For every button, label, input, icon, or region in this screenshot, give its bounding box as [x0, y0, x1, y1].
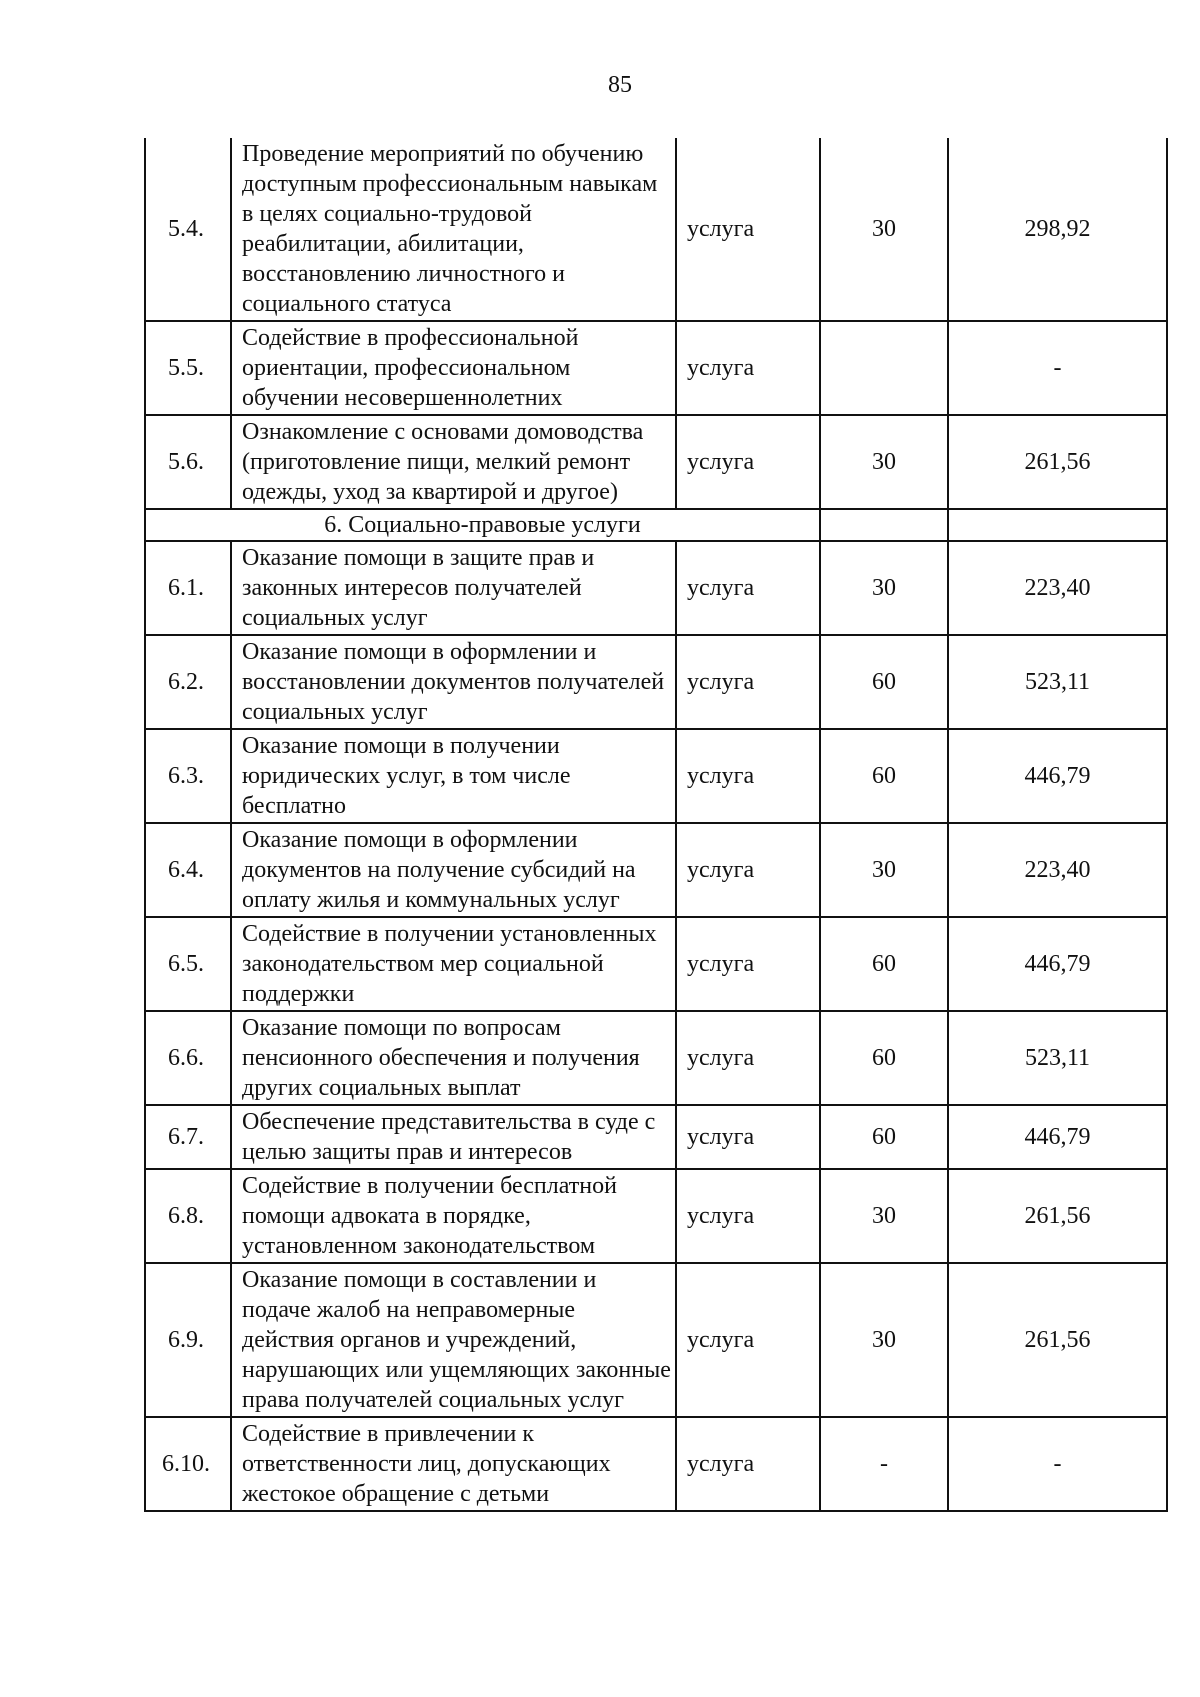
table-row — [145, 1011, 1167, 1105]
time-norm: 60 — [820, 729, 948, 823]
service-name: Содействие в профессиональной ориентации, профессиональном обучении несовершеннолетних — [231, 321, 676, 415]
row-number: 6.3. — [145, 729, 231, 823]
unit-of-measure: услуга — [676, 1169, 820, 1263]
row-number: 6.1. — [145, 541, 231, 635]
table-row — [145, 138, 1167, 321]
time-norm: 30 — [820, 823, 948, 917]
unit-of-measure: услуга — [676, 1417, 820, 1511]
services-table-body — [145, 138, 1167, 1511]
service-name: Оказание помощи в оформлении документов на получение субсидий на оплату жилья и коммунальных услуг — [231, 823, 676, 917]
service-price: 261,56 — [948, 1169, 1167, 1263]
unit-of-measure: услуга — [676, 1105, 820, 1169]
time-norm: 30 — [820, 415, 948, 509]
service-price: 523,11 — [948, 635, 1167, 729]
unit-of-measure: услуга — [676, 321, 820, 415]
service-name: Оказание помощи в оформлении и восстановлении документов получателей социальных услуг — [231, 635, 676, 729]
unit-of-measure: услуга — [676, 635, 820, 729]
service-name: Содействие в привлечении к ответственности лиц, допускающих жестокое обращение с детьми — [231, 1417, 676, 1511]
service-price: 223,40 — [948, 823, 1167, 917]
service-price: 223,40 — [948, 541, 1167, 635]
service-price: - — [948, 321, 1167, 415]
time-norm: 60 — [820, 635, 948, 729]
service-name: Ознакомление с основами домоводства (приготовление пищи, мелкий ремонт одежды, уход за квартирой и другое) — [231, 415, 676, 509]
unit-of-measure: услуга — [676, 541, 820, 635]
service-name: Оказание помощи в защите прав и законных интересов получателей социальных услуг — [231, 541, 676, 635]
service-price: 446,79 — [948, 917, 1167, 1011]
table-row — [145, 1263, 1167, 1417]
time-norm: 60 — [820, 917, 948, 1011]
time-norm: 30 — [820, 1263, 948, 1417]
row-number: 6.2. — [145, 635, 231, 729]
row-number: 6.6. — [145, 1011, 231, 1105]
time-norm: 30 — [820, 1169, 948, 1263]
time-norm: - — [820, 1417, 948, 1511]
services-table — [144, 138, 1168, 1512]
section-empty-time — [820, 509, 948, 541]
service-price: 446,79 — [948, 1105, 1167, 1169]
time-norm — [820, 321, 948, 415]
unit-of-measure: услуга — [676, 415, 820, 509]
unit-of-measure: услуга — [676, 917, 820, 1011]
row-number: 5.6. — [145, 415, 231, 509]
table-row — [145, 823, 1167, 917]
section-header-row — [145, 509, 1167, 541]
page-number: 85 — [608, 72, 632, 98]
table-row — [145, 1417, 1167, 1511]
unit-of-measure: услуга — [676, 729, 820, 823]
service-name: Содействие в получении установленных законодательством мер социальной поддержки — [231, 917, 676, 1011]
row-number: 6.10. — [145, 1417, 231, 1511]
service-price: 523,11 — [948, 1011, 1167, 1105]
table-row — [145, 635, 1167, 729]
row-number: 6.8. — [145, 1169, 231, 1263]
table-row — [145, 541, 1167, 635]
unit-of-measure: услуга — [676, 823, 820, 917]
service-price: 261,56 — [948, 415, 1167, 509]
service-price: 261,56 — [948, 1263, 1167, 1417]
row-number: 5.5. — [145, 321, 231, 415]
row-number: 5.4. — [145, 138, 231, 321]
unit-of-measure: услуга — [676, 1011, 820, 1105]
table-row — [145, 917, 1167, 1011]
row-number: 6.4. — [145, 823, 231, 917]
table-row — [145, 321, 1167, 415]
time-norm: 60 — [820, 1011, 948, 1105]
service-name: Проведение мероприятий по обучению доступным профессиональным навыкам в целях социально-трудовой реабилитации, абилитации, восстановлению личностного и социального статуса — [231, 138, 676, 321]
service-name: Оказание помощи в составлении и подаче жалоб на неправомерные действия органов и учреждений, нарушающих или ущемляющих законные права получателей социальных услуг — [231, 1263, 676, 1417]
table-row — [145, 415, 1167, 509]
service-price: - — [948, 1417, 1167, 1511]
service-price: 298,92 — [948, 138, 1167, 321]
section-title: 6. Социально-правовые услуги — [145, 509, 820, 541]
service-name: Содействие в получении бесплатной помощи адвоката в порядке, установленном законодательством — [231, 1169, 676, 1263]
row-number: 6.7. — [145, 1105, 231, 1169]
time-norm: 30 — [820, 138, 948, 321]
unit-of-measure: услуга — [676, 138, 820, 321]
row-number: 6.9. — [145, 1263, 231, 1417]
service-name: Оказание помощи в получении юридических услуг, в том числе бесплатно — [231, 729, 676, 823]
table-row — [145, 1169, 1167, 1263]
service-name: Обеспечение представительства в суде с целью защиты прав и интересов — [231, 1105, 676, 1169]
table-row — [145, 729, 1167, 823]
time-norm: 30 — [820, 541, 948, 635]
table-row — [145, 1105, 1167, 1169]
service-name: Оказание помощи по вопросам пенсионного обеспечения и получения других социальных выплат — [231, 1011, 676, 1105]
section-empty-price — [948, 509, 1167, 541]
row-number: 6.5. — [145, 917, 231, 1011]
time-norm: 60 — [820, 1105, 948, 1169]
unit-of-measure: услуга — [676, 1263, 820, 1417]
service-price: 446,79 — [948, 729, 1167, 823]
